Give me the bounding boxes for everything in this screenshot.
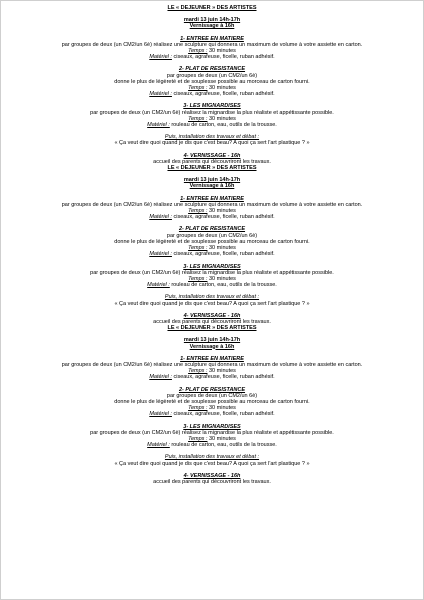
section-2-material	[1, 91, 423, 97]
section-3-description: par groupes de deux (un CM2/un 6è) réalisez la mignardise la plus réaliste et appétissante possible.	[90, 429, 334, 436]
material-label: Matériel :	[147, 282, 170, 289]
section-2-description-line-1: par groupes de deux (un CM2/un 6è)	[166, 392, 258, 399]
material-label: Matériel :	[149, 214, 172, 221]
installation-question: « Ça veut dire quoi quand je dis que c'est beau? A quoi ça sert l'art plastique ? »	[114, 300, 310, 307]
event-date: mardi 13 juin 14h-17h	[183, 337, 241, 344]
material-value: rouleau de carton, eau, outils de la trousse.	[169, 282, 277, 289]
section-1-material	[1, 54, 423, 60]
section-4-description: accueil des parents qui découvriront les travaux.	[153, 158, 271, 165]
material-value: ciseaux, agrafeuse, ficelle, ruban adhésif.	[171, 251, 275, 258]
section-2-material	[1, 251, 423, 257]
program-copy-3	[1, 325, 423, 485]
time-value: 30 minutes	[207, 245, 236, 252]
material-value: ciseaux, agrafeuse, ficelle, ruban adhésif.	[171, 374, 275, 381]
vernissage-time: Vernissage à 16h	[189, 23, 235, 30]
material-label: Matériel :	[149, 91, 172, 98]
section-2-heading: 2- PLAT DE RESISTANCE	[178, 386, 246, 393]
time-value: 30 minutes	[207, 48, 236, 55]
section-1-description: par groupes de deux (un CM2/un 6è) réalisez une sculpture qui donnera un maximum de volume à votre assiette en carton.	[61, 41, 363, 48]
section-4-heading: 4- VERNISSAGE - 16h	[183, 152, 241, 159]
program-copy-2	[1, 165, 423, 325]
time-value: 30 minutes	[207, 85, 236, 92]
event-date: mardi 13 juin 14h-17h	[183, 177, 241, 184]
section-1-description: par groupes de deux (un CM2/un 6è) réalisez une sculpture qui donnera un maximum de volume à votre assiette en carton.	[61, 361, 363, 368]
program-copy-1	[1, 5, 423, 165]
time-label: Temps :	[188, 245, 208, 252]
installation-question: « Ça veut dire quoi quand je dis que c'est beau? A quoi ça sert l'art plastique ? »	[114, 460, 310, 467]
section-4-description: accueil des parents qui découvriront les travaux.	[153, 478, 271, 485]
installation-question: « Ça veut dire quoi quand je dis que c'est beau? A quoi ça sert l'art plastique ? »	[114, 140, 310, 147]
time-label: Temps :	[188, 85, 208, 92]
section-1-heading: 1- ENTREE EN MATIERE	[180, 195, 244, 202]
time-label: Temps :	[188, 405, 208, 412]
section-4-heading: 4- VERNISSAGE - 16h	[183, 472, 241, 479]
event-date: mardi 13 juin 14h-17h	[183, 17, 241, 24]
material-label: Matériel :	[149, 411, 172, 418]
section-3-material	[1, 122, 423, 128]
time-value: 30 minutes	[207, 115, 236, 122]
section-2-description-line-2: donne le plus de légèreté et de souplesse possible au morceau de carton fourni.	[114, 398, 310, 405]
installation-label: Puis, installation des travaux et débat :	[164, 134, 260, 141]
section-2-heading: 2- PLAT DE RESISTANCE	[178, 226, 246, 233]
time-label: Temps :	[188, 435, 208, 442]
material-label: Matériel :	[149, 374, 172, 381]
section-3-description: par groupes de deux (un CM2/un 6è) réalisez la mignardise la plus réaliste et appétissante possible.	[90, 269, 334, 276]
section-2-heading: 2- PLAT DE RESISTANCE	[178, 66, 246, 73]
installation-label: Puis, installation des travaux et débat :	[164, 454, 260, 461]
section-2-description-line-1: par groupes de deux (un CM2/un 6è)	[166, 72, 258, 79]
time-value: 30 minutes	[207, 208, 236, 215]
section-2-description-line-2: donne le plus de légèreté et de souplesse possible au morceau de carton fourni.	[114, 238, 310, 245]
section-3-heading: 3- LES MIGNARDISES	[183, 263, 241, 270]
time-value: 30 minutes	[207, 368, 236, 375]
installation-label: Puis, installation des travaux et débat :	[164, 294, 260, 301]
material-value: ciseaux, agrafeuse, ficelle, ruban adhésif.	[171, 91, 275, 98]
section-3-description: par groupes de deux (un CM2/un 6è) réalisez la mignardise la plus réaliste et appétissante possible.	[90, 109, 334, 116]
section-3-material	[1, 282, 423, 288]
material-label: Matériel :	[149, 251, 172, 258]
material-value: ciseaux, agrafeuse, ficelle, ruban adhésif.	[171, 411, 275, 418]
vernissage-time: Vernissage à 16h	[189, 183, 235, 190]
material-value: ciseaux, agrafeuse, ficelle, ruban adhésif.	[171, 54, 275, 61]
section-4-heading: 4- VERNISSAGE - 16h	[183, 312, 241, 319]
section-3-material	[1, 442, 423, 448]
section-1-material	[1, 214, 423, 220]
time-value: 30 minutes	[207, 405, 236, 412]
material-label: Matériel :	[147, 122, 170, 129]
program-title: LE « DEJEUNER » DES ARTISTES	[167, 325, 257, 332]
section-4-description: accueil des parents qui découvriront les travaux.	[153, 318, 271, 325]
section-1-heading: 1- ENTREE EN MATIERE	[180, 355, 244, 362]
program-title: LE « DEJEUNER » DES ARTISTES	[167, 5, 257, 11]
time-label: Temps :	[188, 275, 208, 282]
section-3-heading: 3- LES MIGNARDISES	[183, 103, 241, 110]
section-2-material	[1, 411, 423, 417]
section-2-description-line-1: par groupes de deux (un CM2/un 6è)	[166, 232, 258, 239]
section-3-heading: 3- LES MIGNARDISES	[183, 423, 241, 430]
vernissage-time: Vernissage à 16h	[189, 343, 235, 350]
section-1-description: par groupes de deux (un CM2/un 6è) réalisez une sculpture qui donnera un maximum de volume à votre assiette en carton.	[61, 201, 363, 208]
time-label: Temps :	[188, 368, 208, 375]
material-label: Matériel :	[149, 54, 172, 61]
time-label: Temps :	[188, 48, 208, 55]
material-value: rouleau de carton, eau, outils de la trousse.	[169, 442, 277, 449]
section-1-heading: 1- ENTREE EN MATIERE	[180, 35, 244, 42]
program-title: LE « DEJEUNER » DES ARTISTES	[167, 165, 257, 172]
time-label: Temps :	[188, 208, 208, 215]
time-value: 30 minutes	[207, 275, 236, 282]
material-label: Matériel :	[147, 442, 170, 449]
material-value: ciseaux, agrafeuse, ficelle, ruban adhésif.	[171, 214, 275, 221]
time-label: Temps :	[188, 115, 208, 122]
material-value: rouleau de carton, eau, outils de la trousse.	[169, 122, 277, 129]
time-value: 30 minutes	[207, 435, 236, 442]
section-2-description-line-2: donne le plus de légèreté et de souplesse possible au morceau de carton fourni.	[114, 78, 310, 85]
section-1-material	[1, 374, 423, 380]
